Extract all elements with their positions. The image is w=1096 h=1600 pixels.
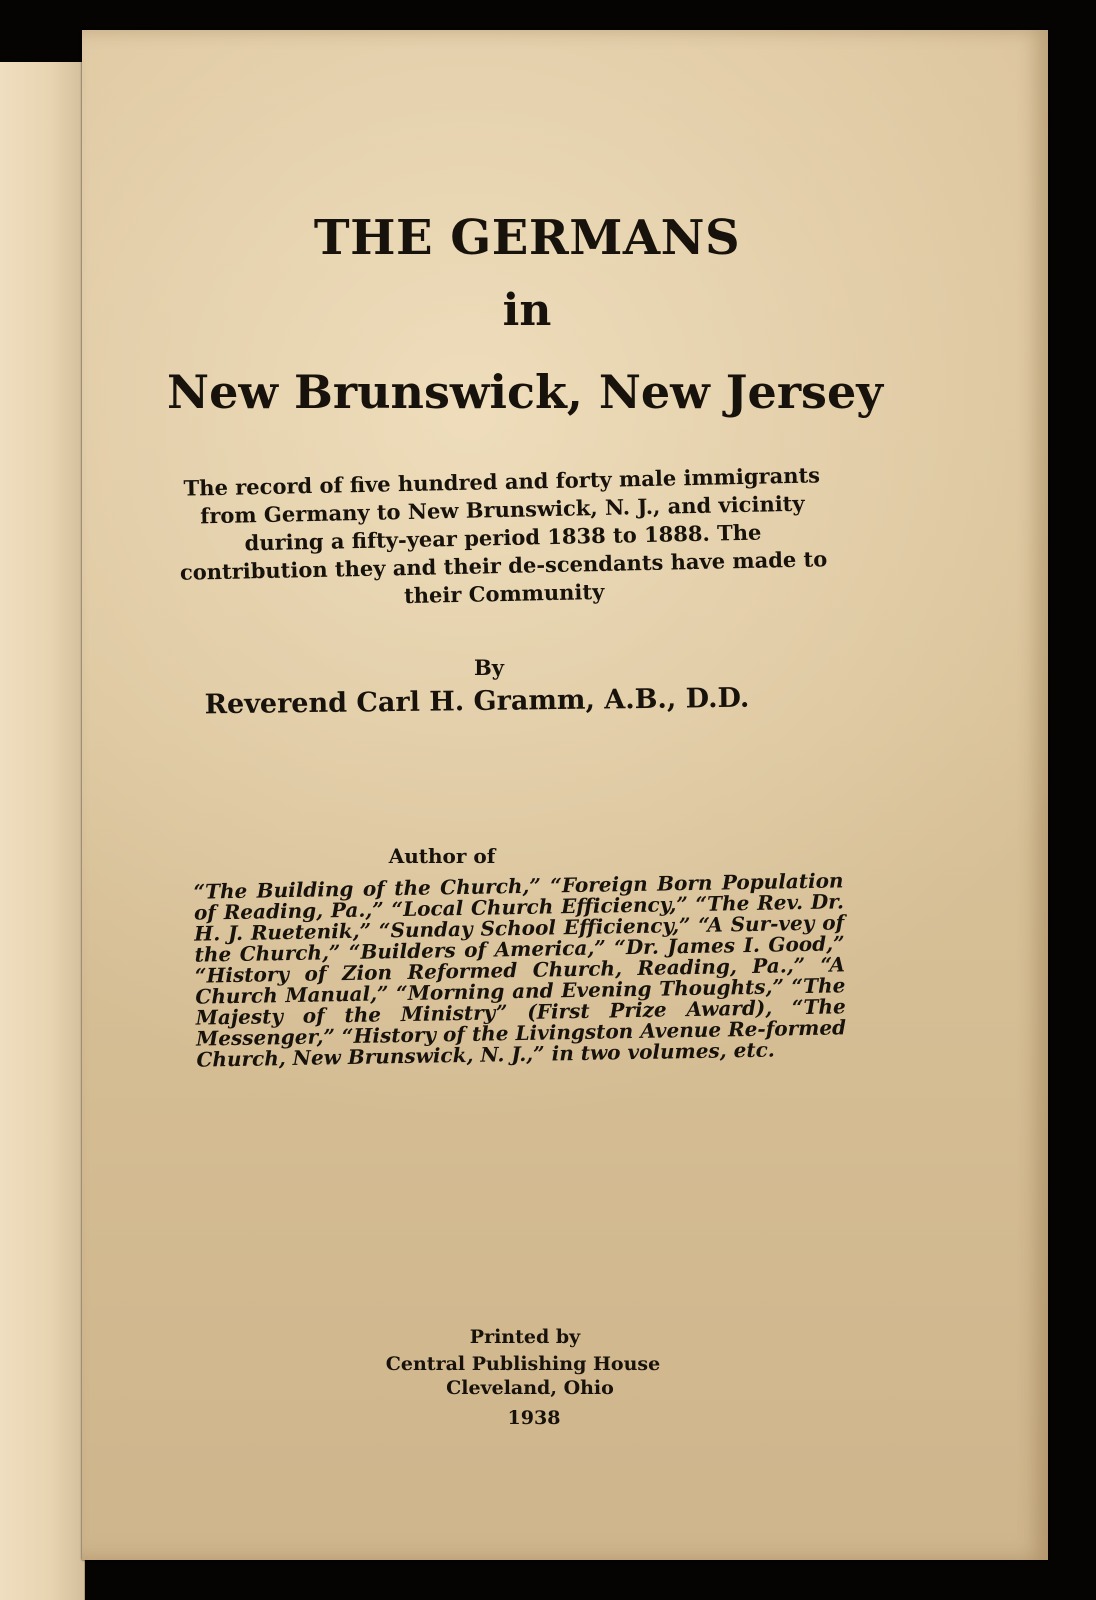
by-label: By bbox=[474, 655, 504, 680]
title-page bbox=[82, 30, 1048, 1560]
author-works: “The Building of the Church,” “Foreign Born Population of Reading, Pa.,” “Local Church Efficiency,” “The Rev. Dr. H. J. Ruetenik,” “Sunday School Efficiency,” “A Sur-vey of the Church,” “Builders of America,” “Dr. James I. Good,” “History of Zion Reformed Church, Reading, Pa.,” “A Church Manual,” “Morning and Evening Thoughts,” “The Majesty of the Ministry” (First Prize Award), “The Messenger,” “History of the Livingston Avenue Re-formed Church, New Brunswick, N. J.,” in two volumes, etc. bbox=[193, 868, 847, 1072]
book-place: New Brunswick, New Jersey bbox=[167, 365, 883, 419]
book-description: The record of five hundred and forty male immigrants from Germany to New Brunswick, N. J., and vicinity during a fifty-year period 1838 to 1888. The contribution they and their de-scendants have made to their Community bbox=[179, 462, 828, 609]
printed-by-label: Printed by bbox=[469, 1326, 581, 1348]
book-title: THE GERMANS bbox=[313, 210, 741, 266]
author-of-label: Author of bbox=[388, 844, 496, 868]
publisher-city: Cleveland, Ohio bbox=[446, 1377, 614, 1399]
publisher-name: Central Publishing House bbox=[385, 1353, 661, 1375]
title-connector: in bbox=[502, 285, 552, 336]
author-name: Reverend Carl H. Gramm, A.B., D.D. bbox=[204, 682, 750, 721]
publication-year: 1938 bbox=[507, 1407, 561, 1429]
